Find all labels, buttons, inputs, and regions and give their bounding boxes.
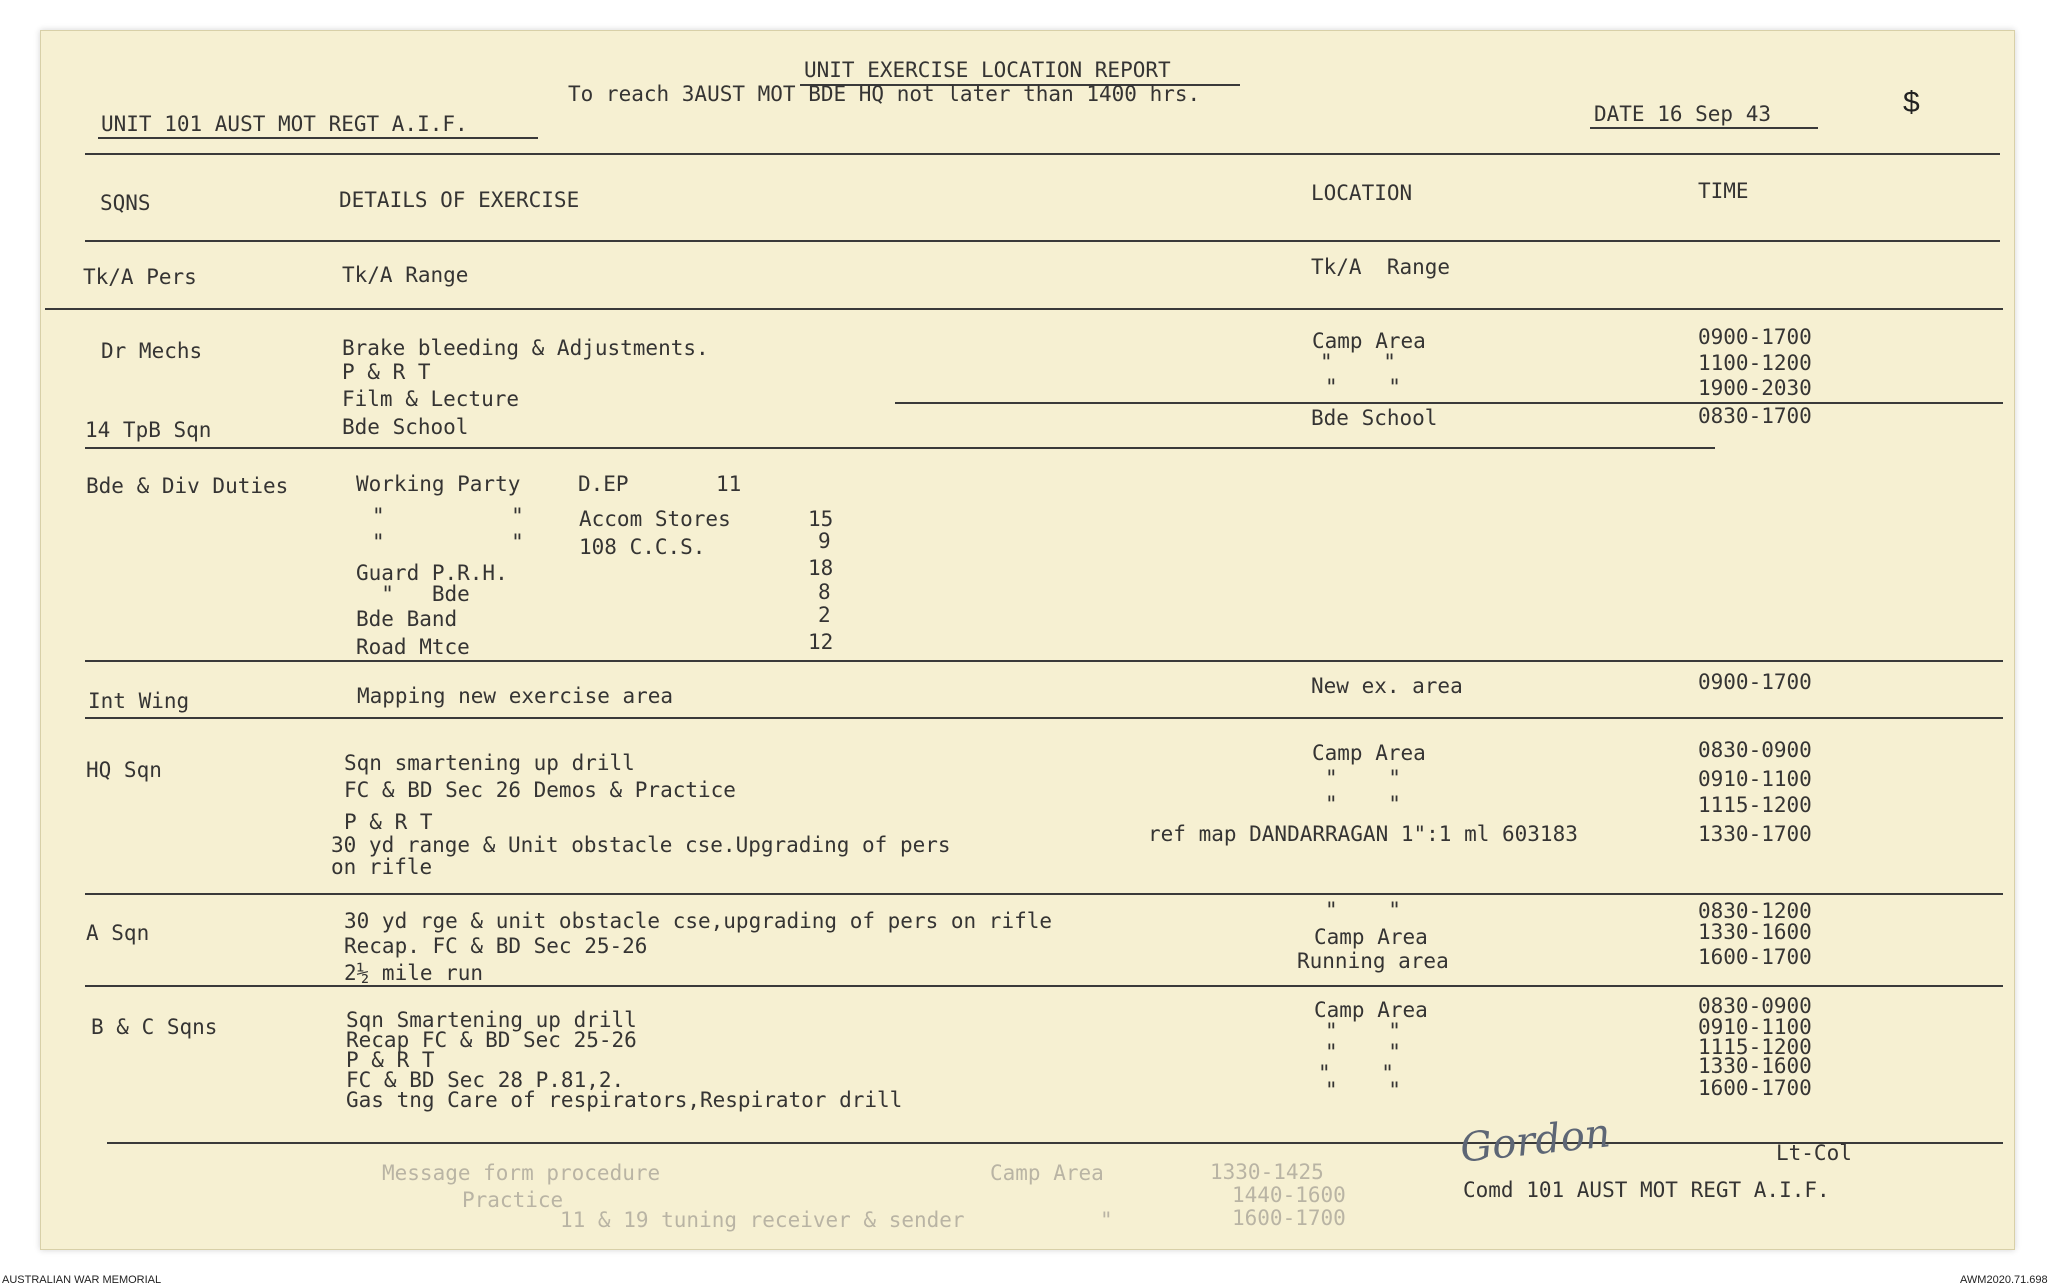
loc-a-1: " " — [1325, 898, 1401, 922]
header-rule-top — [85, 153, 2000, 155]
loc-bc-2: " " — [1325, 1019, 1401, 1043]
time-drmechs-1: 0900-1700 — [1698, 325, 1812, 349]
ghost-time-2: 1440-1600 — [1232, 1183, 1346, 1207]
num-bde-7: 12 — [808, 630, 834, 654]
signature-title: Comd 101 AUST MOT REGT A.I.F. — [1463, 1178, 1830, 1202]
detail-bde-6: Bde Band — [356, 607, 458, 631]
sub-bde-3: 108 C.C.S. — [579, 535, 706, 559]
header-rule-bottom — [85, 240, 2000, 242]
loc-a-2: Camp Area — [1314, 925, 1428, 949]
loc-bc-1: Camp Area — [1314, 998, 1428, 1022]
ghost-line-2: Practice — [462, 1188, 564, 1212]
time-hq-4: 1330-1700 — [1698, 822, 1812, 846]
time-tpb-1: 0830-1700 — [1698, 404, 1812, 428]
time-bc-4: 1330-1600 — [1698, 1054, 1812, 1078]
detail-bc-4: FC & BD Sec 28 P.81,2. — [346, 1068, 625, 1092]
detail-bde-1: Working Party — [356, 472, 521, 496]
col-details: DETAILS OF EXERCISE — [339, 188, 580, 212]
footer-right-id: AWM2020.71.698 — [1960, 1274, 2048, 1286]
loc-hq-3: " " — [1325, 792, 1401, 816]
loc-tpb-1: Bde School — [1311, 406, 1438, 430]
detail-a-2: Recap. FC & BD Sec 25-26 — [344, 934, 648, 958]
sqn-a: A Sqn — [86, 921, 150, 945]
num-bde-3: 9 — [818, 529, 831, 553]
detail-bc-2: Recap FC & BD Sec 25-26 — [346, 1028, 637, 1052]
time-bc-5: 1600-1700 — [1698, 1076, 1812, 1100]
loc-hq-1: Camp Area — [1312, 741, 1426, 765]
sqn-int-wing: Int Wing — [88, 689, 190, 713]
loc-bc-5: " " — [1325, 1078, 1401, 1102]
detail-bde-3: " " — [372, 530, 524, 554]
unit-underline — [98, 137, 538, 139]
row-rule-drmechs — [895, 402, 2003, 404]
col-sqns: SQNS — [100, 191, 151, 215]
time-drmechs-2: 1100-1200 — [1698, 351, 1812, 375]
loc-hq-2: " " — [1325, 766, 1401, 790]
time-hq-1: 0830-0900 — [1698, 738, 1812, 762]
detail-a-3: 2½ mile run — [344, 961, 484, 985]
time-a-2: 1330-1600 — [1698, 920, 1812, 944]
detail-drmechs-3: Film & Lecture — [342, 387, 520, 411]
time-bc-3: 1115-1200 — [1698, 1035, 1812, 1059]
row-rule-tka — [45, 308, 2003, 310]
time-bc-1: 0830-0900 — [1698, 994, 1812, 1018]
unit-label: UNIT 101 AUST MOT REGT A.I.F. — [101, 112, 468, 136]
loc-bc-3: " " — [1325, 1040, 1401, 1064]
detail-tpb-1: Bde School — [342, 415, 469, 439]
sub-bde-2: Accom Stores — [579, 507, 731, 531]
time-hq-3: 1115-1200 — [1698, 793, 1812, 817]
col-time: TIME — [1698, 179, 1749, 203]
handwritten-signature: Gordon — [1458, 1110, 1613, 1172]
loc-drmechs-1: Camp Area — [1312, 329, 1426, 353]
date-underline — [1590, 127, 1818, 129]
detail-hq-5: on rifle — [331, 855, 433, 879]
detail-bc-1: Sqn Smartening up drill — [346, 1008, 637, 1032]
detail-hq-3: P & R T — [344, 810, 433, 834]
row-rule-intwing — [85, 717, 2003, 719]
detail-bde-4: Guard P.R.H. — [356, 561, 508, 585]
time-hq-2: 0910-1100 — [1698, 767, 1812, 791]
detail-drmechs-1: Brake bleeding & Adjustments. — [342, 336, 709, 360]
sqn-tka-pers: Tk/A Pers — [83, 265, 197, 289]
sqn-14-tpb: 14 TpB Sqn — [85, 418, 212, 442]
loc-intwing-1: New ex. area — [1311, 674, 1463, 698]
ghost-line-1: Message form procedure — [382, 1161, 661, 1185]
ghost-loc-1: Camp Area — [990, 1161, 1104, 1185]
report-title: UNIT EXERCISE LOCATION REPORT — [804, 58, 1171, 82]
row-rule-a — [85, 985, 2003, 987]
loc-a-3: Running area — [1297, 949, 1449, 973]
ghost-time-3: 1600-1700 — [1232, 1206, 1346, 1230]
loc-bc-4: " " — [1318, 1061, 1394, 1085]
report-date: DATE 16 Sep 43 — [1594, 102, 1772, 126]
row-rule-bc — [107, 1142, 2003, 1144]
loc-drmechs-2: " " — [1320, 350, 1396, 374]
detail-drmechs-2: P & R T — [342, 360, 431, 384]
detail-intwing-1: Mapping new exercise area — [357, 684, 674, 708]
time-a-1: 0830-1200 — [1698, 899, 1812, 923]
num-bde-2: 15 — [808, 507, 834, 531]
detail-a-1: 30 yd rge & unit obstacle cse,upgrading of pers on rifle — [344, 909, 1053, 933]
num-bde-6: 2 — [818, 603, 831, 627]
detail-bc-3: P & R T — [346, 1048, 435, 1072]
time-a-3: 1600-1700 — [1698, 945, 1812, 969]
time-bc-2: 0910-1100 — [1698, 1015, 1812, 1039]
ghost-time-1: 1330-1425 — [1210, 1160, 1324, 1184]
sqn-hq: HQ Sqn — [86, 758, 162, 782]
row-rule-tpb — [85, 447, 1715, 449]
loc-hq-4: ref map DANDARRAGAN 1":1 ml 603183 — [1148, 822, 1578, 846]
detail-hq-1: Sqn smartening up drill — [344, 751, 635, 775]
detail-bde-7: Road Mtce — [356, 635, 470, 659]
num-bde-4: 18 — [808, 556, 834, 580]
loc-drmechs-3: " " — [1325, 375, 1401, 399]
detail-bc-5: Gas tng Care of respirators,Respirator drill — [346, 1088, 903, 1112]
ghost-loc-3: " — [1100, 1208, 1113, 1232]
row-rule-bde — [85, 660, 2003, 662]
time-intwing-1: 0900-1700 — [1698, 670, 1812, 694]
sub-bde-1: D.EP — [578, 472, 629, 496]
detail-bde-2: " " — [372, 504, 524, 528]
num-bde-1: 11 — [716, 472, 742, 496]
detail-hq-2: FC & BD Sec 26 Demos & Practice — [344, 778, 736, 802]
sqn-bc: B & C Sqns — [91, 1015, 218, 1039]
detail-hq-4: 30 yd range & Unit obstacle cse.Upgrading of pers — [331, 833, 951, 857]
corner-mark: $ — [1903, 86, 1920, 119]
sqn-bde-div: Bde & Div Duties — [86, 474, 289, 498]
footer-left-credit: AUSTRALIAN WAR MEMORIAL — [2, 1274, 162, 1286]
time-drmechs-3: 1900-2030 — [1698, 376, 1812, 400]
loc-tka-1: Tk/A Range — [1311, 255, 1451, 279]
detail-bde-5: " Bde — [356, 582, 470, 606]
num-bde-5: 8 — [818, 580, 831, 604]
report-instruction: To reach 3AUST MOT BDE HQ not later than 1400 hrs. — [568, 82, 1201, 106]
ghost-line-3: 11 & 19 tuning receiver & sender — [560, 1208, 965, 1232]
row-rule-hq — [85, 893, 2003, 895]
detail-tka-1: Tk/A Range — [342, 263, 469, 287]
col-location: LOCATION — [1311, 181, 1413, 205]
sqn-dr-mechs: Dr Mechs — [101, 339, 203, 363]
signature-rank: Lt-Col — [1776, 1141, 1852, 1165]
